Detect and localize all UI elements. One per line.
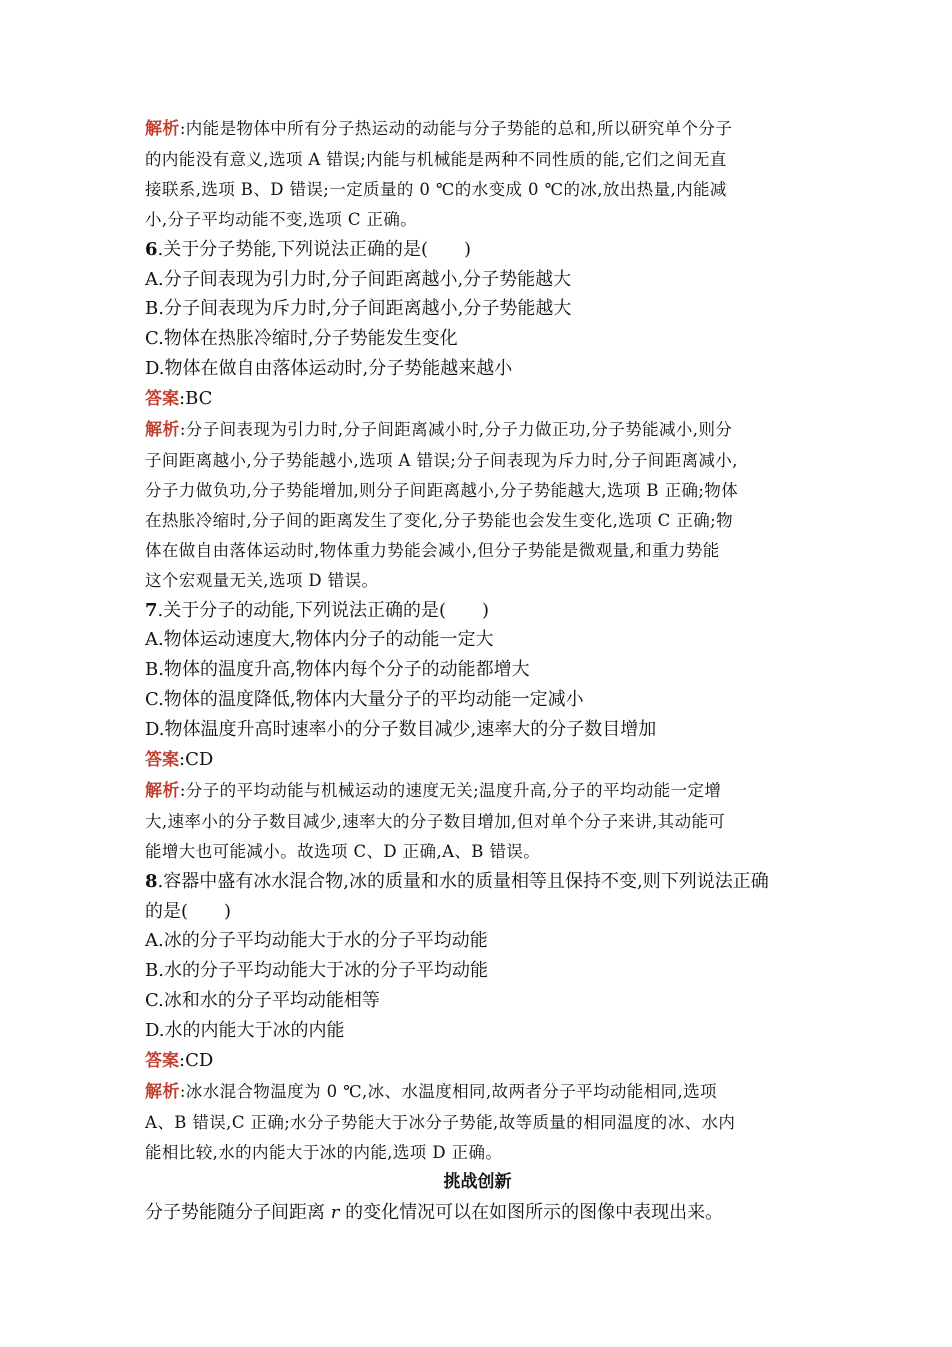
q7-option-d: D.物体温度升高时速率小的分子数目减少,速率大的分子数目增加 <box>145 719 657 741</box>
document-page <box>145 114 810 1228</box>
q6-option-c: C.物体在热胀冷缩时,分子势能发生变化 <box>145 328 458 350</box>
explain-tag: 解析 <box>145 780 180 801</box>
explain-tag: 解析 <box>145 119 180 139</box>
q6-answer: 答案:BC <box>145 388 213 410</box>
q8-answer: 答案:CD <box>145 1050 214 1072</box>
q7-option-c: C.物体的温度降低,物体内大量分子的平均动能一定减小 <box>145 689 584 711</box>
q6-option-b: B.分子间表现为斥力时,分子间距离越小,分子势能越大 <box>145 298 572 320</box>
q8-option-c: C.冰和水的分子平均动能相等 <box>145 990 380 1012</box>
explain-tag: 解析 <box>145 420 180 441</box>
q6-option-d: D.物体在做自由落体运动时,分子势能越来越小 <box>145 358 513 380</box>
q8-explanation: 解析:冰水混合物温度为 0 ℃,冰、水温度相同,故两者分子平均动能相同,选项 A、B 错误,C 正确;水分子势能大于冰分子势能,故等质量的相同温度的冰、水内 能相比较,水的内能大于冰的内能,选项 D 正确。 <box>145 1082 736 1162</box>
q6-explanation: 解析:分子间表现为引力时,分子间距离减小时,分子力做正功,分子势能减小,则分 子间距离越小,分子势能越小,选项 A 错误;分子间表现为斥力时,分子间距离减小, 分子力做负功,分子势能增加,则分子间距离越小,分子势能越大,选项 B 正确;物体 在热胀冷缩时,分子间的距离发生了变化,分子势能也会发生变化,选项 C 正确;物 体在做自由落体运动时,物体重力势能会减小,但分子势能是微观量,和重力势能 这个宏观量无关,选项 D 错误。 <box>145 420 739 590</box>
explain-tag: 解析 <box>145 1082 180 1102</box>
q6-stem: 6.关于分子势能,下列说法正确的是( ) <box>145 238 472 260</box>
q7-option-b: B.物体的温度升高,物体内每个分子的动能都增大 <box>145 659 530 681</box>
q7-option-a: A.物体运动速度大,物体内分子的动能一定大 <box>145 629 494 651</box>
variable-r: r <box>330 1201 340 1223</box>
q7-answer: 答案:CD <box>145 749 214 771</box>
q8-stem-cont: 的是( ) <box>145 900 232 922</box>
q8-option-a: A.冰的分子平均动能大于水的分子平均动能 <box>145 930 488 952</box>
answer-tag: 答案 <box>145 1051 179 1072</box>
answer-tag: 答案 <box>145 389 179 410</box>
q7-explanation: 解析:分子的平均动能与机械运动的速度无关;温度升高,分子的平均动能一定增 大,速率小的分子数目减少,速率大的分子数目增加,但对单个分子来讲,其动能可 能增大也可能减小。故选项 C、D 正确,A、B 错误。 <box>145 780 726 861</box>
q7-stem: 7.关于分子的动能,下列说法正确的是( ) <box>145 599 490 621</box>
section-heading: 挑战创新 <box>443 1171 512 1192</box>
q8-option-d: D.水的内能大于冰的内能 <box>145 1020 345 1042</box>
answer-tag: 答案 <box>145 750 179 771</box>
q8-option-b: B.水的分子平均动能大于冰的分子平均动能 <box>145 960 488 982</box>
q8-stem: 8.容器中盛有冰水混合物,冰的质量和水的质量相等且保持不变,则下列说法正确 <box>145 870 769 892</box>
q6-option-a: A.分子间表现为引力时,分子间距离越小,分子势能越大 <box>145 268 572 290</box>
q5-explanation: 解析:内能是物体中所有分子热运动的动能与分子势能的总和,所以研究单个分子 的内能没有意义,选项 A 错误;内能与机械能是两种不同性质的能,它们之间无直 接联系,选项 B、D 错误;一定质量的 0 ℃的水变成 0 ℃的冰,放出热量,内能减 小,分子平均动能不变,选项 C 正确。 <box>145 119 733 229</box>
section-intro: 分子势能随分子间距离 r 的变化情况可以在如图所示的图像中表现出来。 <box>145 1201 724 1223</box>
